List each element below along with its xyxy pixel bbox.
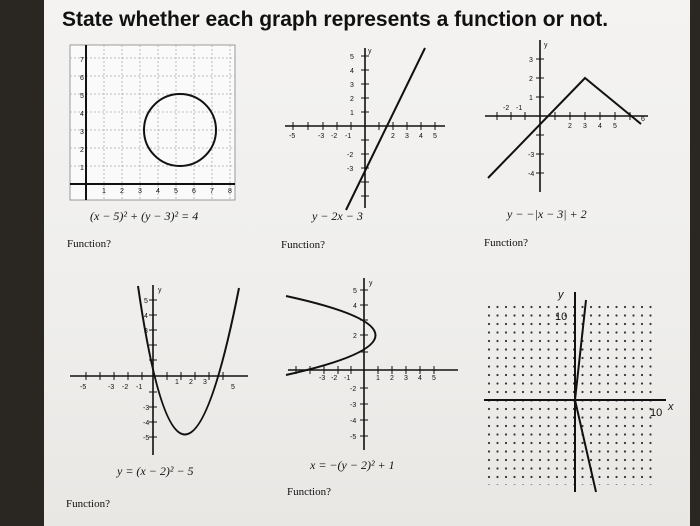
graph-parabola: [70, 285, 248, 455]
svg-text:4: 4: [80, 111, 84, 118]
x-axis-max-label: 10: [650, 407, 663, 419]
equation-sideways: x = −(y − 2)² + 1: [310, 458, 395, 472]
function-prompt-2: Function?: [281, 239, 325, 251]
svg-text:-2: -2: [331, 375, 338, 382]
graph-dot-grid: [484, 289, 674, 492]
svg-text:-3: -3: [350, 402, 357, 409]
function-prompt-5: Function?: [287, 486, 331, 498]
equation-parabola: y = (x − 2)² − 5: [117, 464, 194, 478]
svg-text:5: 5: [433, 133, 437, 140]
svg-text:3: 3: [529, 57, 533, 64]
svg-text:y: y: [544, 42, 548, 49]
svg-text:2: 2: [120, 188, 124, 195]
equation-line: y − 2x − 3: [312, 209, 363, 223]
svg-text:1: 1: [376, 375, 380, 382]
svg-text:3: 3: [144, 328, 148, 335]
svg-text:-3: -3: [528, 152, 535, 159]
svg-text:-3: -3: [347, 166, 354, 173]
svg-text:3: 3: [405, 133, 409, 140]
svg-text:-1: -1: [516, 105, 523, 112]
graph-abs: [485, 40, 648, 192]
y-axis-max-label: 10: [555, 311, 568, 323]
svg-text:5: 5: [231, 384, 235, 391]
svg-text:2: 2: [353, 333, 357, 340]
svg-text:5: 5: [80, 93, 84, 100]
svg-text:5: 5: [432, 375, 436, 382]
svg-text:1: 1: [102, 188, 106, 195]
svg-text:y: y: [558, 289, 564, 301]
graph-sideways-parabola: [286, 278, 458, 450]
svg-text:2: 2: [80, 147, 84, 154]
svg-text:3: 3: [350, 82, 354, 89]
svg-text:3: 3: [138, 188, 142, 195]
svg-text:7: 7: [80, 57, 84, 64]
svg-text:4: 4: [353, 303, 357, 310]
svg-text:-5: -5: [350, 434, 357, 441]
svg-text:-5: -5: [289, 133, 296, 140]
svg-text:5: 5: [353, 288, 357, 295]
svg-text:4: 4: [418, 375, 422, 382]
svg-text:1: 1: [80, 165, 84, 172]
svg-text:4: 4: [156, 188, 160, 195]
svg-text:-3: -3: [318, 133, 325, 140]
svg-text:1: 1: [350, 110, 354, 117]
svg-text:-5: -5: [143, 435, 150, 442]
svg-text:3: 3: [583, 123, 587, 130]
svg-text:1: 1: [529, 95, 533, 102]
equation-abs: y − −|x − 3| + 2: [507, 207, 587, 221]
page-title: State whether each graph represents a function or not.: [62, 8, 609, 31]
svg-text:3: 3: [203, 379, 207, 386]
svg-text:2: 2: [391, 133, 395, 140]
svg-text:2: 2: [189, 379, 193, 386]
svg-text:-4: -4: [528, 171, 535, 178]
svg-text:-3: -3: [108, 384, 115, 391]
function-prompt-4: Function?: [66, 498, 110, 510]
svg-text:6: 6: [80, 75, 84, 82]
graph-line: [285, 48, 445, 210]
svg-text:2: 2: [350, 96, 354, 103]
svg-text:3: 3: [404, 375, 408, 382]
svg-text:2: 2: [568, 123, 572, 130]
svg-text:4: 4: [598, 123, 602, 130]
svg-text:6: 6: [192, 188, 196, 195]
svg-text:4: 4: [350, 68, 354, 75]
svg-text:3: 3: [80, 129, 84, 136]
svg-text:5: 5: [613, 123, 617, 130]
svg-text:-4: -4: [143, 420, 150, 427]
svg-text:1: 1: [175, 379, 179, 386]
svg-text:-3: -3: [319, 375, 326, 382]
svg-text:-3: -3: [143, 405, 150, 412]
svg-text:-2: -2: [347, 152, 354, 159]
svg-text:8: 8: [228, 188, 232, 195]
svg-text:-5: -5: [80, 384, 87, 391]
svg-text:x: x: [668, 401, 674, 413]
svg-text:2: 2: [529, 76, 533, 83]
svg-text:-1: -1: [345, 133, 352, 140]
function-prompt-3: Function?: [484, 237, 528, 249]
svg-text:4: 4: [144, 313, 148, 320]
svg-text:7: 7: [210, 188, 214, 195]
svg-text:5: 5: [350, 54, 354, 61]
svg-text:5: 5: [174, 188, 178, 195]
svg-text:5: 5: [144, 298, 148, 305]
svg-text:-2: -2: [122, 384, 129, 391]
function-prompt-1: Function?: [67, 238, 111, 250]
svg-text:y: y: [158, 287, 162, 294]
svg-text:6: 6: [641, 116, 645, 123]
svg-text:-2: -2: [350, 386, 357, 393]
svg-text:-2: -2: [503, 105, 510, 112]
graph-circle: [70, 45, 235, 200]
svg-text:-2: -2: [331, 133, 338, 140]
equation-circle: (x − 5)² + (y − 3)² = 4: [90, 209, 199, 223]
svg-text:y: y: [369, 280, 373, 287]
svg-text:-1: -1: [136, 384, 143, 391]
svg-text:y: y: [368, 48, 372, 55]
svg-text:4: 4: [419, 133, 423, 140]
svg-text:2: 2: [390, 375, 394, 382]
svg-text:-4: -4: [350, 418, 357, 425]
svg-text:-1: -1: [344, 375, 351, 382]
